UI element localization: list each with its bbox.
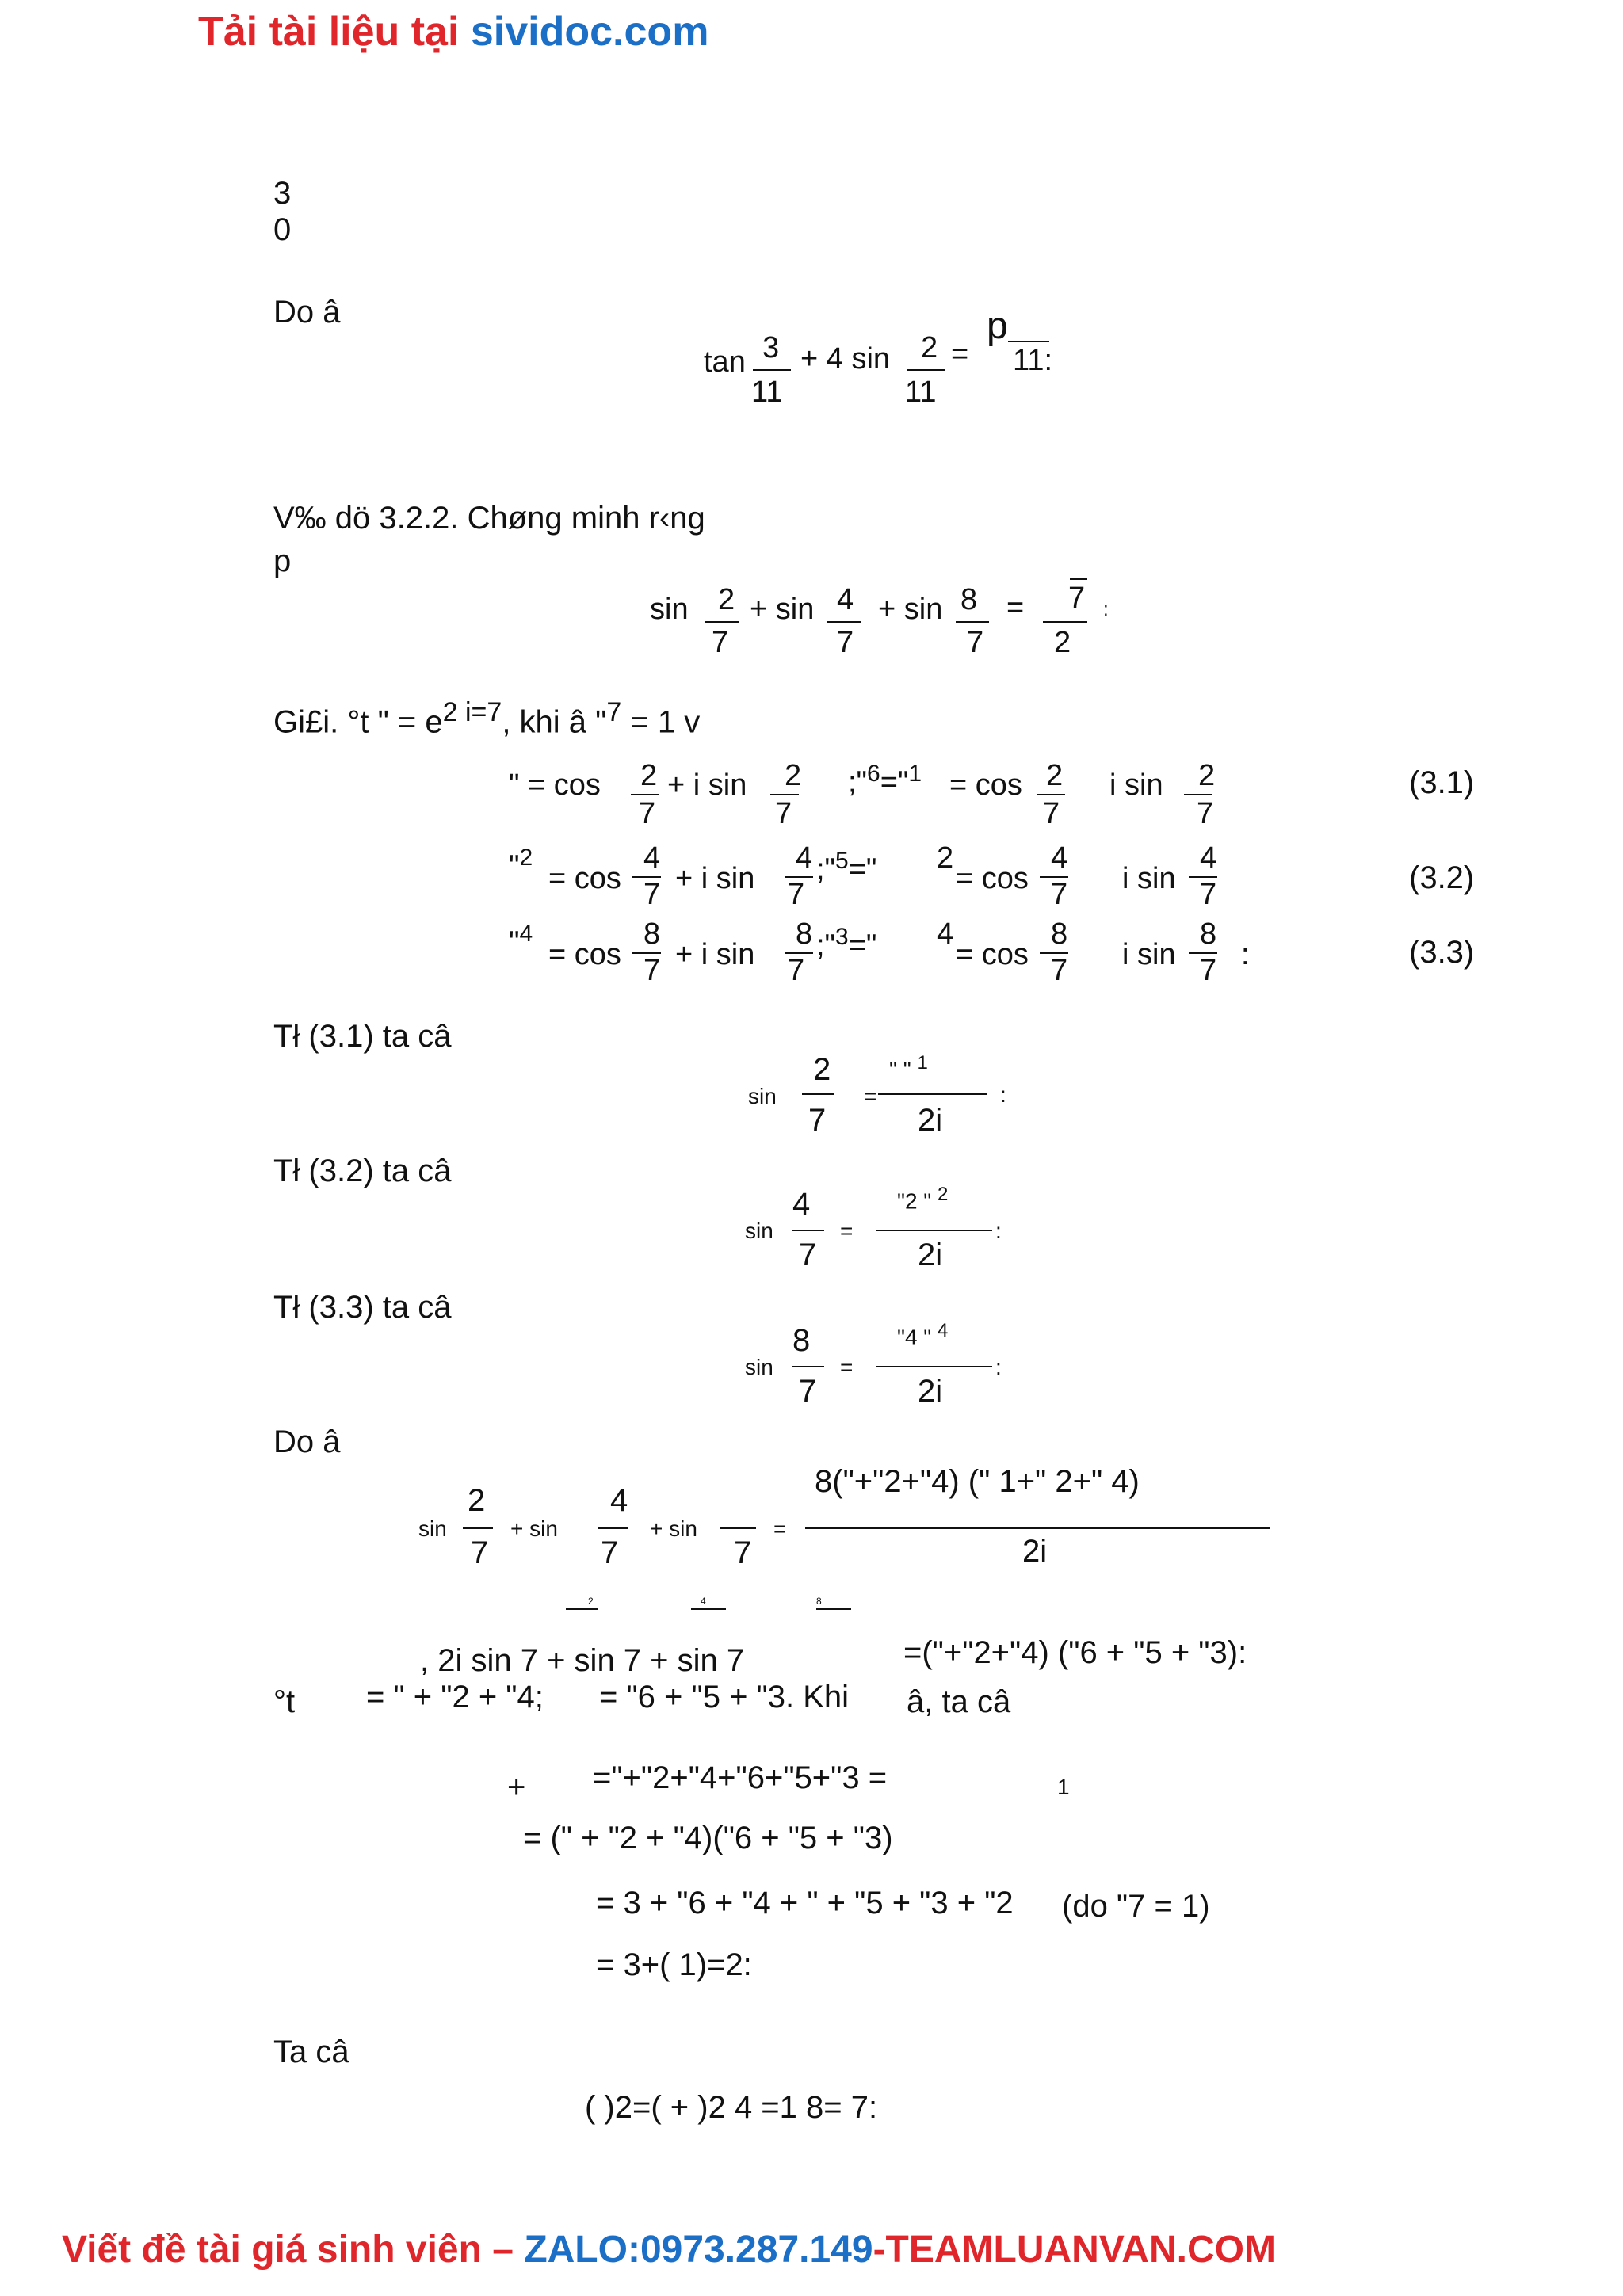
sys1-d3: 7 xyxy=(1043,797,1060,830)
do-a-1: Do â xyxy=(273,295,341,330)
from3-num-sup: 4 xyxy=(938,1320,949,1341)
solution-text: Gi£i. °t " = e xyxy=(273,704,443,740)
from3-num xyxy=(897,1320,948,1350)
sys1-d1: 7 xyxy=(639,797,656,830)
eq3-bar-3 xyxy=(816,1608,851,1610)
eq1-frac2-line xyxy=(827,621,861,623)
eq2-f2-line xyxy=(598,1527,628,1529)
sys1-n1: 2 xyxy=(640,759,658,792)
eq2-num: 8("+"2+"4) (" 1+" 2+" 4) xyxy=(815,1464,1140,1499)
from1-lfrac-line xyxy=(802,1093,834,1095)
sys3-label: (3.3) xyxy=(1409,935,1475,970)
eq2-den: 2i xyxy=(1022,1534,1048,1569)
sys2-q: " xyxy=(509,849,520,883)
from2-n: 4 xyxy=(792,1187,811,1222)
eq2-psin2: + sin xyxy=(510,1516,558,1541)
eq5-l1-plus: + xyxy=(507,1770,526,1805)
sys3-n4: 8 xyxy=(1200,917,1217,951)
from2-text: Tł (3.2) ta câ xyxy=(273,1154,452,1188)
footer xyxy=(62,2228,1276,2271)
from2-den: 2i xyxy=(918,1238,943,1272)
from3-d: 7 xyxy=(799,1374,817,1409)
eq0-tan: tan xyxy=(704,345,746,379)
from2-d: 7 xyxy=(799,1238,817,1272)
sys1-f3-line xyxy=(1037,794,1065,795)
page-number-1: 3 xyxy=(273,176,292,211)
sys1-f2-line xyxy=(770,794,799,795)
from1-text: Tł (3.1) ta câ xyxy=(273,1019,452,1054)
sys1-d2: 7 xyxy=(775,797,792,830)
sys1-f4-line xyxy=(1184,794,1212,795)
solution-rest: , khi â " xyxy=(502,704,607,740)
eq0-plus4sin: + 4 sin xyxy=(800,342,891,376)
from2-eq: = xyxy=(840,1219,854,1243)
eq0-eq: = xyxy=(951,338,969,371)
sys2-lhs xyxy=(509,845,533,884)
eq1-psin2: + sin xyxy=(750,593,815,626)
eq5-l1: ="+"2+"4+"6+"5+"3 = xyxy=(593,1760,888,1795)
from1-rfrac-line xyxy=(878,1093,987,1095)
sys1-label: (3.1) xyxy=(1409,765,1475,800)
sys2-part2 xyxy=(816,848,876,887)
sys3-d4: 7 xyxy=(1200,954,1217,987)
sys3-d3: 7 xyxy=(1051,954,1068,987)
from2-num-sup: 2 xyxy=(938,1184,949,1205)
eq1-frac3-line xyxy=(956,621,989,623)
sys1-n3: 2 xyxy=(1046,759,1064,792)
sys2-two: 2 xyxy=(937,841,954,875)
eq6: ( )2=( + )2 4 =1 8= 7: xyxy=(585,2090,878,2125)
sys1-semi: ;" xyxy=(848,765,868,799)
sys2-isin: i sin xyxy=(1122,862,1176,895)
eq5-l3: = 3 + "6 + "4 + " + "5 + "3 + "2 xyxy=(596,1886,1014,1920)
ta-ca: Ta câ xyxy=(273,2035,349,2069)
eq1-psin3: + sin xyxy=(878,593,943,626)
sys2-sup: 2 xyxy=(519,845,533,871)
sys1-mid: + i sin xyxy=(667,769,747,802)
eq0-n2: 2 xyxy=(921,331,938,364)
sys3-mid: + i sin xyxy=(675,938,755,971)
sys2-semi: ;" xyxy=(816,852,836,887)
sys1-sup1: 1 xyxy=(908,761,922,787)
sys3-semi: ;" xyxy=(816,929,836,963)
eq2-d3: 7 xyxy=(734,1535,752,1570)
eq1-frac1-line xyxy=(705,621,739,623)
eq5-l3-r: (do "7 = 1) xyxy=(1062,1889,1210,1924)
from3-sin: sin xyxy=(745,1355,773,1379)
solution-sup: 2 i=7 xyxy=(442,697,502,727)
eq3-bar-2 xyxy=(691,1608,726,1610)
sys3-n1: 8 xyxy=(643,917,661,951)
eq0-n1: 3 xyxy=(762,331,780,364)
sys2-d2: 7 xyxy=(788,878,805,911)
eq5-l2: = (" + "2 + "4)("6 + "5 + "3) xyxy=(523,1821,893,1855)
sys2-d3: 7 xyxy=(1051,878,1068,911)
eq2-d2: 7 xyxy=(601,1535,619,1570)
from1-den: 2i xyxy=(918,1103,943,1138)
eq2-f1-line xyxy=(463,1527,493,1529)
from3-eq: = xyxy=(840,1355,854,1379)
from2-colon: : xyxy=(995,1219,1002,1243)
from2-rfrac-line xyxy=(876,1230,992,1231)
solution-line xyxy=(273,697,700,740)
eq1-d2: 7 xyxy=(837,626,854,659)
sys2-d1: 7 xyxy=(643,878,661,911)
sys1-n2: 2 xyxy=(785,759,802,792)
sys2-eqq: =" xyxy=(848,852,877,887)
eq1-colon: : xyxy=(1103,599,1109,620)
eq0-frac2-line xyxy=(907,369,945,371)
header-site-link[interactable]: sividoc.com xyxy=(470,9,709,55)
sys3-n2: 8 xyxy=(796,917,813,951)
from2-sin: sin xyxy=(745,1219,773,1243)
from1-num-sup: 1 xyxy=(917,1052,928,1074)
eq3-lhs: , 2i sin 7 + sin 7 + sin 7 xyxy=(420,1643,745,1678)
sys1-lhs: " = cos xyxy=(509,769,601,802)
sys2-label: (3.2) xyxy=(1409,860,1475,895)
eq1-n1: 2 xyxy=(718,583,735,616)
sys3-eqq: =" xyxy=(848,929,877,963)
from1-n: 2 xyxy=(813,1052,831,1087)
eq1-rd: 2 xyxy=(1054,626,1071,659)
sys3-cos2: = cos xyxy=(956,938,1029,971)
sys2-sup5: 5 xyxy=(835,848,849,874)
eq0-d2: 11 xyxy=(905,376,937,409)
sys2-mid: + i sin xyxy=(675,862,755,895)
from3-colon: : xyxy=(995,1355,1002,1379)
sys3-n3: 8 xyxy=(1051,917,1068,951)
sys1-n4: 2 xyxy=(1198,759,1216,792)
sys2-n4: 4 xyxy=(1200,841,1217,875)
from3-text: Tł (3.3) ta câ xyxy=(273,1290,452,1325)
eq0-frac1-line xyxy=(753,369,791,371)
sys1-part2 xyxy=(848,761,922,800)
from1-colon: : xyxy=(1000,1082,1006,1107)
sys3-sup: 4 xyxy=(519,921,533,947)
eq2-n2: 4 xyxy=(610,1483,628,1518)
from1-sin: sin xyxy=(748,1084,777,1108)
sys3-part2 xyxy=(816,924,876,963)
eq4-c: â, ta câ xyxy=(907,1684,1011,1719)
eq5-l1-r: 1 xyxy=(1057,1775,1070,1799)
from1-eq: = xyxy=(864,1084,877,1108)
eq1-frac4-line xyxy=(1043,621,1087,623)
eq4-b: = "6 + "5 + "3. Khi xyxy=(599,1680,850,1714)
eq1-rn: 7 xyxy=(1068,582,1086,615)
sys3-d2: 7 xyxy=(788,954,805,987)
sys1-sup6: 6 xyxy=(867,761,880,787)
eq3-small4: 4 xyxy=(701,1596,706,1607)
do-a-2: Do â xyxy=(273,1425,341,1459)
from3-num-text: "4 " xyxy=(897,1325,932,1350)
footer-team[interactable]: TEAMLUANVAN.COM xyxy=(885,2229,1276,2271)
eq3-rhs: =("+"2+"4) ("6 + "5 + "3): xyxy=(903,1635,1247,1670)
eq4-start: °t xyxy=(273,1684,296,1719)
eq3-small2: 2 xyxy=(588,1596,594,1607)
eq1-sqrt-bar xyxy=(1070,578,1087,580)
sys1-d4: 7 xyxy=(1197,797,1214,830)
example-p: p xyxy=(273,543,292,578)
eq2-eq: = xyxy=(773,1516,787,1541)
sys3-q: " xyxy=(509,925,520,959)
sys2-cos: = cos xyxy=(548,862,621,895)
eq1-n3: 8 xyxy=(960,583,978,616)
sys3-colon: : xyxy=(1241,938,1250,971)
eq5-l4: = 3+( 1)=2: xyxy=(596,1947,752,1982)
eq2-psin3: + sin xyxy=(650,1516,697,1541)
eq3-small8: 8 xyxy=(816,1596,822,1607)
sys1-eqq: =" xyxy=(880,765,909,799)
eq1-eq: = xyxy=(1006,591,1025,624)
eq0-d1: 11 xyxy=(751,376,783,409)
eq1-d3: 7 xyxy=(967,626,984,659)
eq2-sin1: sin xyxy=(418,1516,447,1541)
sys3-lhs xyxy=(509,921,533,960)
from2-num-text: "2 " xyxy=(897,1188,932,1214)
from2-num xyxy=(897,1184,948,1214)
eq2-d1: 7 xyxy=(471,1535,489,1570)
eq0-rhs: 11: xyxy=(1013,344,1053,377)
from1-d: 7 xyxy=(808,1103,827,1138)
eq0-sqrt-line xyxy=(1008,341,1049,342)
sys1-f1-line xyxy=(631,794,659,795)
sys1-isin: i sin xyxy=(1109,769,1163,802)
from3-lfrac-line xyxy=(792,1366,824,1367)
page-number-2: 0 xyxy=(273,212,292,247)
from3-rfrac-line xyxy=(876,1366,992,1367)
eq2-main-line xyxy=(805,1527,1270,1529)
sys2-n2: 4 xyxy=(796,841,813,875)
solution-sup7: 7 xyxy=(606,697,622,727)
sys2-n3: 4 xyxy=(1051,841,1068,875)
example-title: V‰ dö 3.2.2. Chøng minh r‹ng xyxy=(273,501,705,536)
from3-n: 8 xyxy=(792,1323,811,1358)
footer-part1: Viết đề tài giá sinh viên – xyxy=(62,2229,525,2271)
eq1-n2: 4 xyxy=(837,583,854,616)
eq4-a: = " + "2 + "4; xyxy=(366,1680,544,1714)
sys3-four: 4 xyxy=(937,917,954,951)
sys2-d4: 7 xyxy=(1200,878,1217,911)
eq0-p: p xyxy=(987,305,1008,347)
footer-dash: - xyxy=(873,2229,886,2271)
from3-den: 2i xyxy=(918,1374,943,1409)
from1-num-text: " " xyxy=(889,1057,911,1082)
from2-lfrac-line xyxy=(792,1230,824,1231)
solution-end: = 1 v xyxy=(621,704,701,740)
eq1-d1: 7 xyxy=(712,626,729,659)
sys3-d1: 7 xyxy=(643,954,661,987)
from1-num xyxy=(889,1052,928,1082)
sys2-cos2: = cos xyxy=(956,862,1029,895)
sys3-cos: = cos xyxy=(548,938,621,971)
footer-zalo[interactable]: ZALO:0973.287.149 xyxy=(524,2229,873,2271)
sys1-cos: = cos xyxy=(949,769,1022,802)
eq1-sin1: sin xyxy=(650,593,689,626)
eq2-n1: 2 xyxy=(468,1483,486,1518)
sys3-isin: i sin xyxy=(1122,938,1176,971)
header xyxy=(198,8,708,55)
eq3-bar-1 xyxy=(566,1608,598,1610)
eq2-f3-line xyxy=(720,1527,756,1529)
header-prefix: Tải tài liệu tại xyxy=(198,9,471,55)
sys3-sup3: 3 xyxy=(835,924,849,950)
sys2-n1: 4 xyxy=(643,841,661,875)
